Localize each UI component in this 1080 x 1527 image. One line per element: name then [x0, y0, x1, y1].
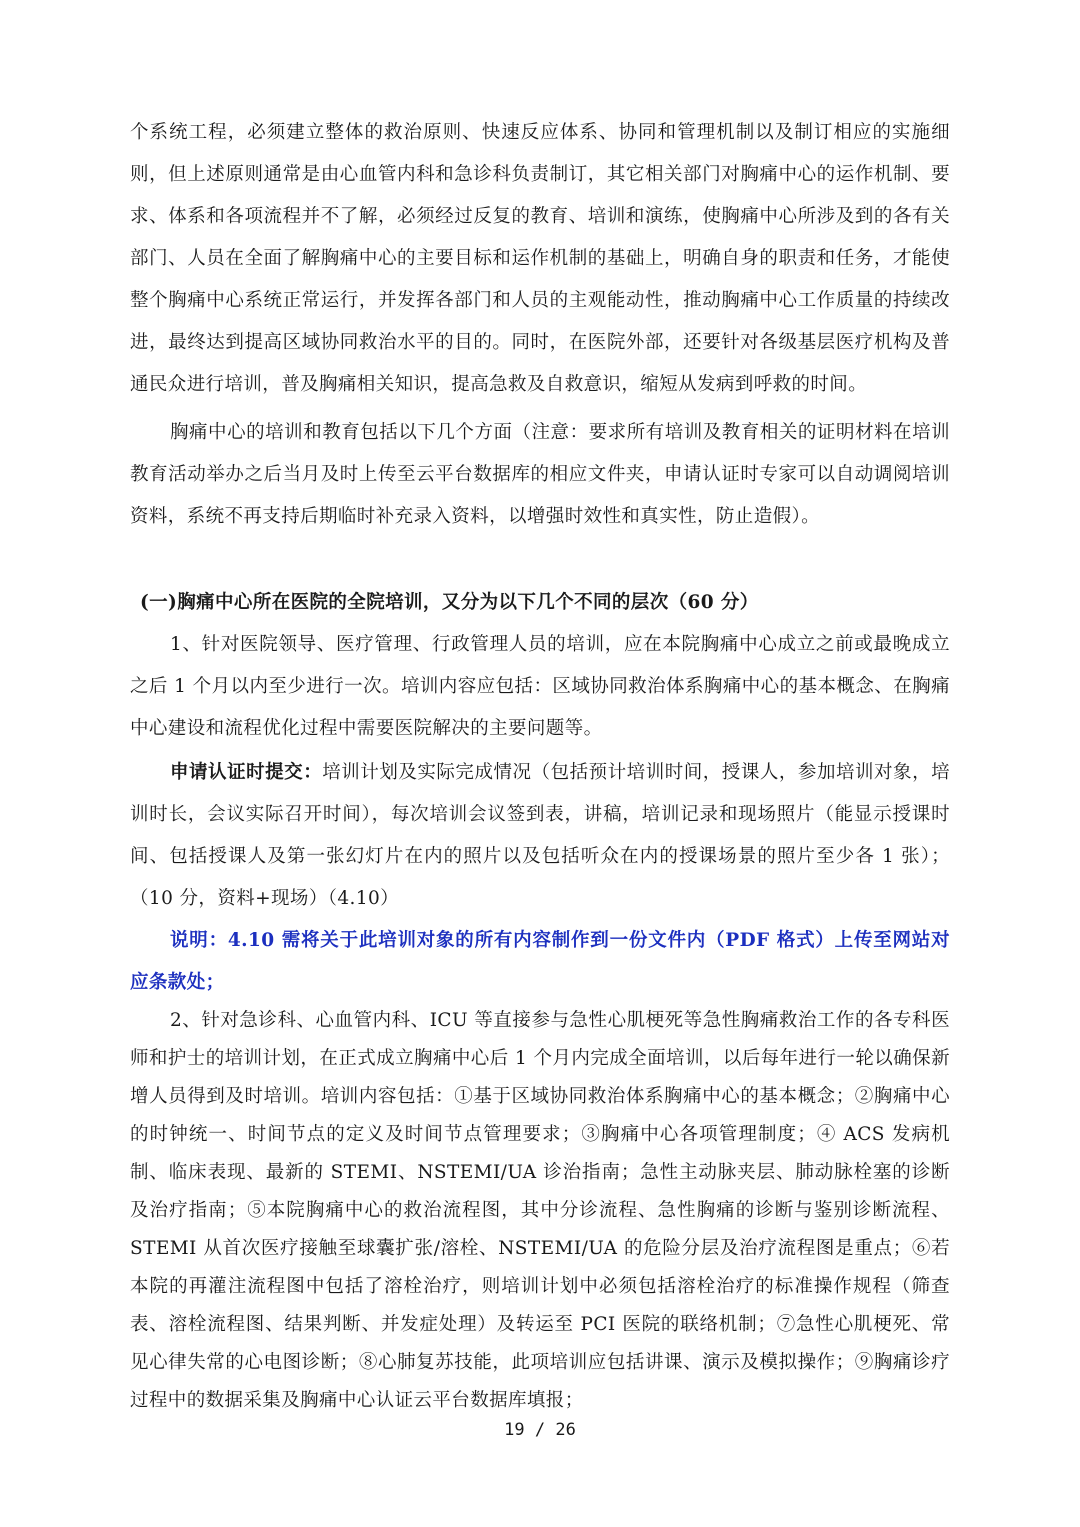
item-2-paragraph: 2、针对急诊科、心血管内科、ICU 等直接参与急性心肌梗死等急性胸痛救治工作的各专科医师和护士的培训计划，在正式成立胸痛中心后 1 个月内完成全面培训，以后每年进行一轮以确保新增人员得到及时培训。培训内容包括：①基于区域协同救治体系胸痛中心的基本概念；②胸痛中心的时钟统一、时间节点的定义及时间节点管理要求；③胸痛中心各项管理制度；④ ACS 发病机制、临床表现、最新的 STEMI、NSTEMI/UA 诊治指南；急性主动脉夹层、肺动脉栓塞的诊断及治疗指南；⑤本院胸痛中心的救治流程图，其中分诊流程、急性胸痛的诊断与鉴别诊断流程、STEMI 从首次医疗接触至球囊扩张/溶栓、NSTEMI/UA 的危险分层及治疗流程图是重点；⑥若本院的再灌注流程图中包括了溶栓治疗，则培训计划中必须包括溶栓治疗的标准操作规程（筛查表、溶栓流程图、结果判断、并发症处理）及转运至 PCI 医院的联络机制；⑦急性心肌梗死、常见心律失常的心电图诊断；⑧心肺复苏技能，此项培训应包括讲课、演示及模拟操作；⑨胸痛诊疗过程中的数据采集及胸痛中心认证云平台数据库填报；	[130, 1010, 950, 1411]
intro-paragraph: 个系统工程，必须建立整体的救治原则、快速反应体系、协同和管理机制以及制订相应的实施细则，但上述原则通常是由心血管内科和急诊科负责制订，其它相关部门对胸痛中心的运作机制、要求、体系和各项流程并不了解，必须经过反复的教育、培训和演练，使胸痛中心所涉及到的各有关部门、人员在全面了解胸痛中心的主要目标和运作机制的基础上，明确自身的职责和任务，才能使整个胸痛中心系统正常运行，并发挥各部门和人员的主观能动性，推动胸痛中心工作质量的持续改进，最终达到提高区域协同救治水平的目的。同时，在医院外部，还要针对各级基层医疗机构及普通民众进行培训，普及胸痛相关知识，提高急救及自救意识，缩短从发病到呼救的时间。	[130, 122, 950, 395]
note-paragraph	[130, 920, 950, 1004]
submit-label: 申请认证时提交：	[170, 762, 323, 783]
submit-text: 培训计划及实际完成情况（包括预计培训时间，授课人，参加培训对象，培训时长，会议实际召开时间），每次培训会议签到表，讲稿，培训记录和现场照片（能显示授课时间、包括授课人及第一张幻灯片在内的照片以及包括听众在内的授课场景的照片至少各 1 张）；（10 分，资料+现场）（4.10）	[130, 762, 951, 909]
page-number: 19 / 26	[504, 1420, 576, 1440]
training-paragraph: 胸痛中心的培训和教育包括以下几个方面（注意：要求所有培训及教育相关的证明材料在培训教育活动举办之后当月及时上传至云平台数据库的相应文件夹，申请认证时专家可以自动调阅培训资料，系统不再支持后期临时补充录入资料，以增强时效性和真实性，防止造假）。	[130, 422, 950, 527]
section-heading: (一)胸痛中心所在医院的全院培训，又分为以下几个不同的层次（60 分）	[140, 592, 759, 613]
item-1-paragraph: 1、针对医院领导、医疗管理、行政管理人员的培训，应在本院胸痛中心成立之前或最晚成立之后 1 个月以内至少进行一次。培训内容应包括：区域协同救治体系胸痛中心的基本概念、在胸痛中心建设和流程优化过程中需要医院解决的主要问题等。	[130, 634, 950, 739]
submit-paragraph	[130, 752, 950, 920]
note-text: 说明：4.10 需将关于此培训对象的所有内容制作到一份文件内（PDF 格式）上传至网站对应条款处；	[130, 930, 950, 993]
